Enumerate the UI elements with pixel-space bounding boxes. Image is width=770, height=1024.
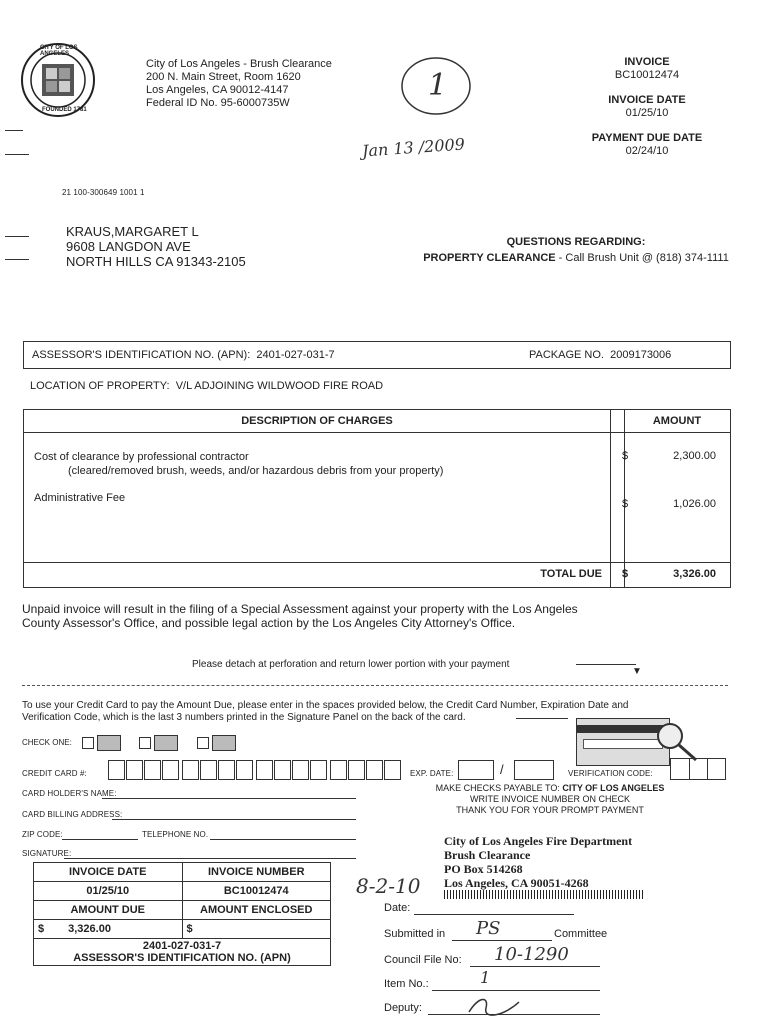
remit-line2: Brush Clearance	[444, 848, 531, 862]
mail-code: 21 100-300649 1001 1	[62, 188, 145, 197]
questions-heading: QUESTIONS REGARDING:	[506, 236, 646, 248]
postal-barcode	[444, 890, 644, 899]
stamp-item-label: Item No.:	[384, 978, 429, 990]
stamp-item-value: 1	[480, 968, 491, 987]
stub-enclosed-currency: $	[186, 923, 193, 935]
charge-currency: $	[622, 450, 629, 462]
remit-line3: PO Box 514268	[444, 862, 523, 876]
stub-apn-label: ASSESSOR'S IDENTIFICATION NO. (APN)	[73, 952, 291, 964]
property-location	[30, 380, 383, 392]
perforation-line	[22, 685, 728, 686]
location-value: V/L ADJOINING WILDWOOD FIRE ROAD	[175, 380, 384, 392]
recipient-address	[66, 224, 246, 269]
card-holder-input[interactable]	[102, 798, 356, 799]
questions-block	[420, 234, 732, 266]
stub-invoice-date-label: INVOICE DATE	[34, 863, 183, 882]
signature-label: SIGNATURE:	[22, 849, 72, 858]
charge-amount: 2,300.00	[673, 450, 716, 462]
sender-line1: City of Los Angeles - Brush Clearance	[146, 58, 332, 70]
legal-notice	[22, 602, 578, 630]
sender-line3: Los Angeles, CA 90012-4147	[146, 84, 289, 96]
seal-founded: FOUNDED 1781	[42, 107, 87, 113]
stamp-submitted-value: PS	[476, 918, 501, 939]
charge-amount: 1,026.00	[673, 498, 716, 510]
stub-apn: 2401-027-031-7	[142, 940, 222, 952]
recipient-street: 9608 LANGDON AVE	[66, 239, 191, 254]
stamp-submitted-label: Submitted in	[384, 928, 446, 940]
total-label: TOTAL DUE	[540, 568, 602, 580]
margin-mark	[5, 236, 29, 237]
questions-topic: PROPERTY CLEARANCE	[423, 252, 556, 264]
billing-address-input[interactable]	[112, 819, 356, 820]
verification-code-input[interactable]	[670, 758, 726, 780]
charge-desc: Cost of clearance by professional contractor	[34, 451, 249, 463]
stub-invoice-number: BC10012474	[182, 882, 331, 901]
payable-name: CITY OF LOS ANGELES	[562, 783, 665, 793]
remit-line4: Los Angeles, CA 90051-4268	[444, 876, 589, 890]
arrow-line	[516, 718, 568, 719]
arrow-down-icon: ▼	[632, 666, 642, 677]
desc-header: DESCRIPTION OF CHARGES	[241, 415, 393, 427]
apn-value: 2401-027-031-7	[256, 349, 335, 361]
invoice-date: 01/25/10	[625, 107, 669, 119]
credit-card-label: CREDIT CARD #:	[22, 769, 87, 778]
stub-amount-enclosed-label: AMOUNT ENCLOSED	[182, 901, 331, 920]
stub-invoice-date: 01/25/10	[34, 882, 183, 901]
checkbox-mastercard[interactable]	[82, 737, 94, 749]
package-label: PACKAGE NO.	[529, 349, 604, 361]
zip-input[interactable]	[62, 839, 138, 840]
circled-number: 1	[428, 68, 448, 103]
apn-box	[23, 341, 731, 369]
handwritten-received-date: 8-2-10	[356, 874, 421, 898]
stub-amount-due-label: AMOUNT DUE	[34, 901, 183, 920]
seal-text: CITY OF LOS ANGELES	[40, 45, 78, 57]
location-label: LOCATION OF PROPERTY:	[30, 380, 170, 392]
recipient-city: NORTH HILLS CA 91343-2105	[66, 254, 246, 269]
amount-header: AMOUNT	[652, 415, 702, 427]
stub-apn-cell	[34, 939, 331, 966]
payable-line3: THANK YOU FOR YOUR PROMPT PAYMENT	[456, 805, 644, 815]
council-stamp	[384, 900, 624, 1024]
stub-amount-due: 3,326.00	[68, 923, 111, 935]
credit-card-number-input[interactable]	[108, 760, 408, 780]
stamp-date-label: Date:	[384, 902, 411, 914]
invoice-info	[562, 56, 732, 158]
payable-line2: WRITE INVOICE NUMBER ON CHECK	[469, 794, 630, 804]
margin-mark	[5, 130, 23, 131]
exp-date-label: EXP. DATE:	[410, 769, 454, 778]
check-one-label: CHECK ONE:	[22, 738, 72, 748]
questions-contact: - Call Brush Unit @ (818) 374-1111	[555, 252, 729, 264]
billing-address-label: CARD BILLING ADDRESS:	[22, 810, 123, 819]
payable-prefix: MAKE CHECKS PAYABLE TO:	[435, 783, 563, 793]
deputy-signature-icon	[464, 994, 524, 1020]
payable-instructions	[420, 783, 680, 816]
package-value: 2009173006	[610, 349, 672, 361]
card-type-selector	[22, 735, 236, 751]
stub-currency: $	[38, 923, 45, 935]
exp-slash: /	[500, 762, 504, 777]
arrow-line	[576, 664, 636, 665]
notice-line1: Unpaid invoice will result in the filing of a Special Assessment against your property with the Los Angeles	[22, 602, 578, 616]
remit-line1: City of Los Angeles Fire Department	[444, 834, 633, 848]
stamp-deputy-label: Deputy:	[384, 1002, 422, 1014]
invoice-date-label: INVOICE DATE	[608, 94, 686, 106]
amount-enclosed-input[interactable]	[182, 920, 331, 939]
sender-line2: 200 N. Main Street, Room 1620	[146, 71, 301, 83]
cc-instr-line2: Verification Code, which is the last 3 numbers printed in the Signature Panel on the back of the card.	[22, 712, 466, 723]
total-amount: 3,326.00	[673, 568, 716, 580]
exp-month-input[interactable]	[458, 760, 494, 780]
total-currency: $	[622, 568, 629, 580]
card-holder-label: CARD HOLDER'S NAME:	[22, 789, 117, 798]
notice-line2: County Assessor's Office, and possible legal action by the Los Angeles City Attorney's Office.	[22, 616, 516, 630]
remit-address	[444, 834, 632, 890]
checkbox-discover[interactable]	[197, 737, 209, 749]
stub-amount-due-cell	[34, 920, 183, 939]
detach-instruction: Please detach at perforation and return lower portion with your payment	[192, 659, 510, 670]
phone-input[interactable]	[210, 839, 356, 840]
payment-stub	[33, 862, 331, 966]
city-seal	[20, 42, 96, 118]
stamp-committee-label: Committee	[554, 928, 608, 940]
exp-year-input[interactable]	[514, 760, 554, 780]
cc-instr-line1: To use your Credit Card to pay the Amount Due, please enter in the spaces provided below, the Credit Card Number, Expiration Date and	[22, 700, 629, 711]
payment-due-date: 02/24/10	[625, 145, 669, 157]
charge-currency: $	[622, 498, 629, 510]
stamp-file-label: Council File No:	[384, 954, 462, 966]
mastercard-icon	[97, 735, 121, 751]
apn-label: ASSESSOR'S IDENTIFICATION NO. (APN):	[32, 349, 251, 361]
stub-invoice-number-label: INVOICE NUMBER	[182, 863, 331, 882]
sender-line4: Federal ID No. 95-6000735W	[146, 97, 290, 109]
margin-mark	[5, 259, 29, 260]
margin-mark	[5, 154, 29, 155]
verification-label: VERIFICATION CODE:	[568, 769, 653, 778]
charge-detail: (cleared/removed brush, weeds, and/or hazardous debris from your property)	[68, 465, 444, 477]
invoice-number: BC10012474	[614, 69, 680, 81]
handwritten-date: Jan 13 /2009	[361, 134, 466, 161]
charges-table	[23, 409, 731, 588]
stamp-file-value: 10-1290	[494, 944, 569, 965]
discover-icon	[212, 735, 236, 751]
charge-desc: Administrative Fee	[34, 492, 126, 504]
payment-due-label: PAYMENT DUE DATE	[591, 132, 703, 144]
checkbox-visa[interactable]	[139, 737, 151, 749]
visa-icon	[154, 735, 178, 751]
zip-label: ZIP CODE:	[22, 830, 63, 839]
invoice-label: INVOICE	[624, 56, 670, 68]
signature-input[interactable]	[64, 858, 356, 859]
phone-label: TELEPHONE NO.	[142, 830, 209, 839]
cc-instructions	[22, 700, 628, 724]
charge-row-1	[34, 450, 443, 478]
recipient-name: KRAUS,MARGARET L	[66, 224, 199, 239]
sender-address	[146, 58, 332, 110]
